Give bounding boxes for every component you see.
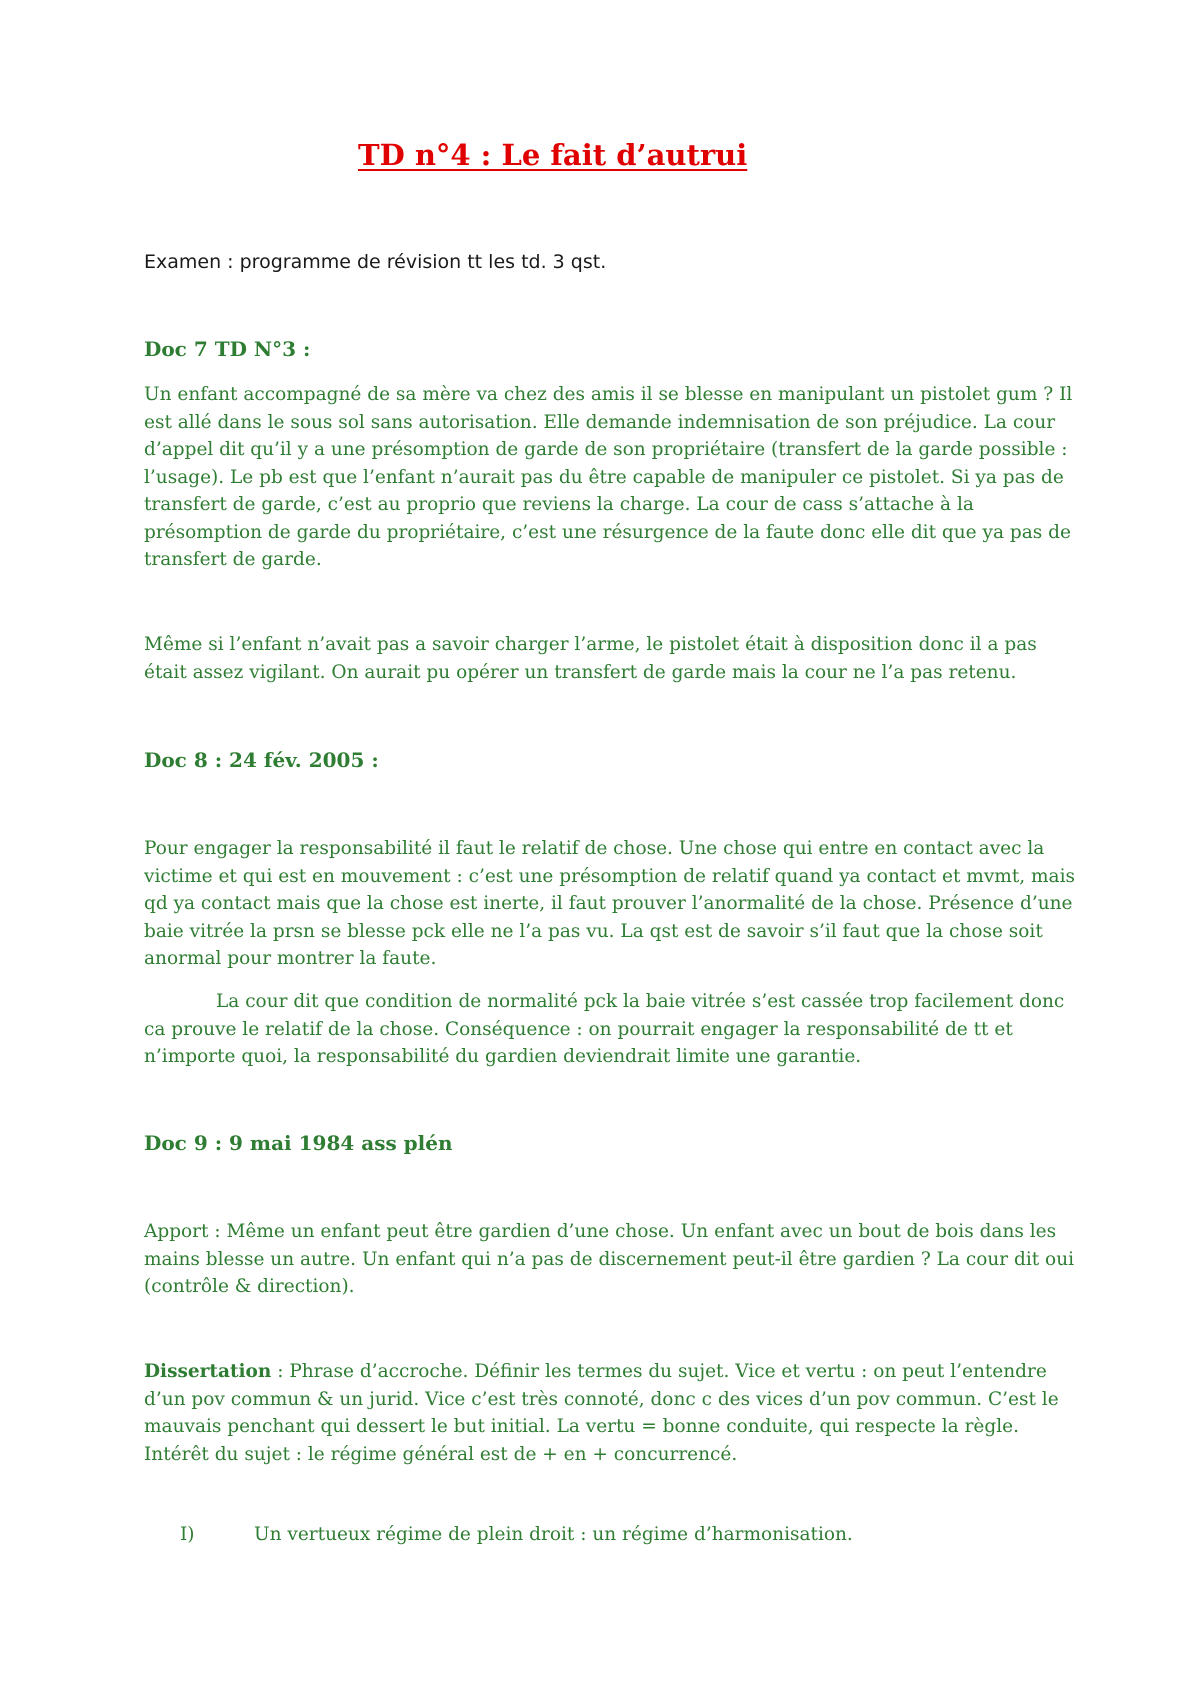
doc8-heading: Doc 8 : 24 fév. 2005 : [144,748,379,772]
doc8-paragraph-1: Pour engager la responsabilité il faut le relatif de chose. Une chose qui entre en contact avec la victime et qui est en mouvement : c’est une présomption de relatif quand ya contact et mvmt, mais qd ya contact mais que la chose est inerte, il faut prouver l’anormalité de la chose. Présence d’une baie vitrée la prsn se blesse pck elle ne l’a pas vu. La qst est de savoir s’il faut que la chose soit anormal pour montrer la faute. [144,838,1075,969]
dissertation-text: : Phrase d’accroche. Définir les termes du sujet. Vice et vertu : on peut l’entendre d’un pov commun & un jurid. Vice c’est très connoté, donc c des vices d’un pov commun. C’est le mauvais penchant qui dessert le but initial. La vertu = bonne conduite, qui respecte la règle. Intérêt du sujet : le régime général est de + en + concurrencé. [144,1361,1059,1465]
doc9-heading: Doc 9 : 9 mai 1984 ass plén [144,1131,453,1155]
exam-note: Examen : programme de révision tt les td. 3 qst. [144,251,607,273]
doc8-paragraph-2: La cour dit que condition de normalité pck la baie vitrée s’est cassée trop facilement donc ca prouve le relatif de la chose. Conséquence : on pourrait engager la responsabilité de tt et n’importe quoi, la responsabilité du gardien deviendrait limite une garantie. [144,991,1065,1067]
page-title: TD n°4 : Le fait d’autrui [358,138,748,172]
dissertation-label: Dissertation [144,1361,272,1382]
doc7-paragraph-2: Même si l’enfant n’avait pas a savoir charger l’arme, le pistolet était à disposition donc il a pas était assez vigilant. On aurait pu opérer un transfert de garde mais la cour ne l’a pas retenu. [144,634,1037,683]
doc7-heading: Doc 7 TD N°3 : [144,337,311,361]
plan-item [180,1524,853,1545]
dissertation-paragraph [144,1358,1084,1468]
plan-item-text: Un vertueux régime de plein droit : un régime d’harmonisation. [254,1524,853,1545]
doc9-paragraph-1: Apport : Même un enfant peut être gardien d’une chose. Un enfant avec un bout de bois dans les mains blesse un autre. Un enfant qui n’a pas de discernement peut-il être gardien ? La cour dit oui (contrôle & direction). [144,1221,1075,1297]
plan-item-number: I) [180,1524,195,1545]
doc7-paragraph-1: Un enfant accompagné de sa mère va chez des amis il se blesse en manipulant un pistolet gum ? Il est allé dans le sous sol sans autorisation. Elle demande indemnisation de son préjudice. La cour d’appel dit qu’il y a une présomption de garde de son propriétaire (transfert de la garde possible : l’usage). Le pb est que l’enfant n’aurait pas du être capable de manipuler ce pistolet. Si ya pas de transfert de garde, c’est au proprio que reviens la charge. La cour de cass s’attache à la présomption de garde du propriétaire, c’est une résurgence de la faute donc elle dit que ya pas de transfert de garde. [144,384,1073,570]
